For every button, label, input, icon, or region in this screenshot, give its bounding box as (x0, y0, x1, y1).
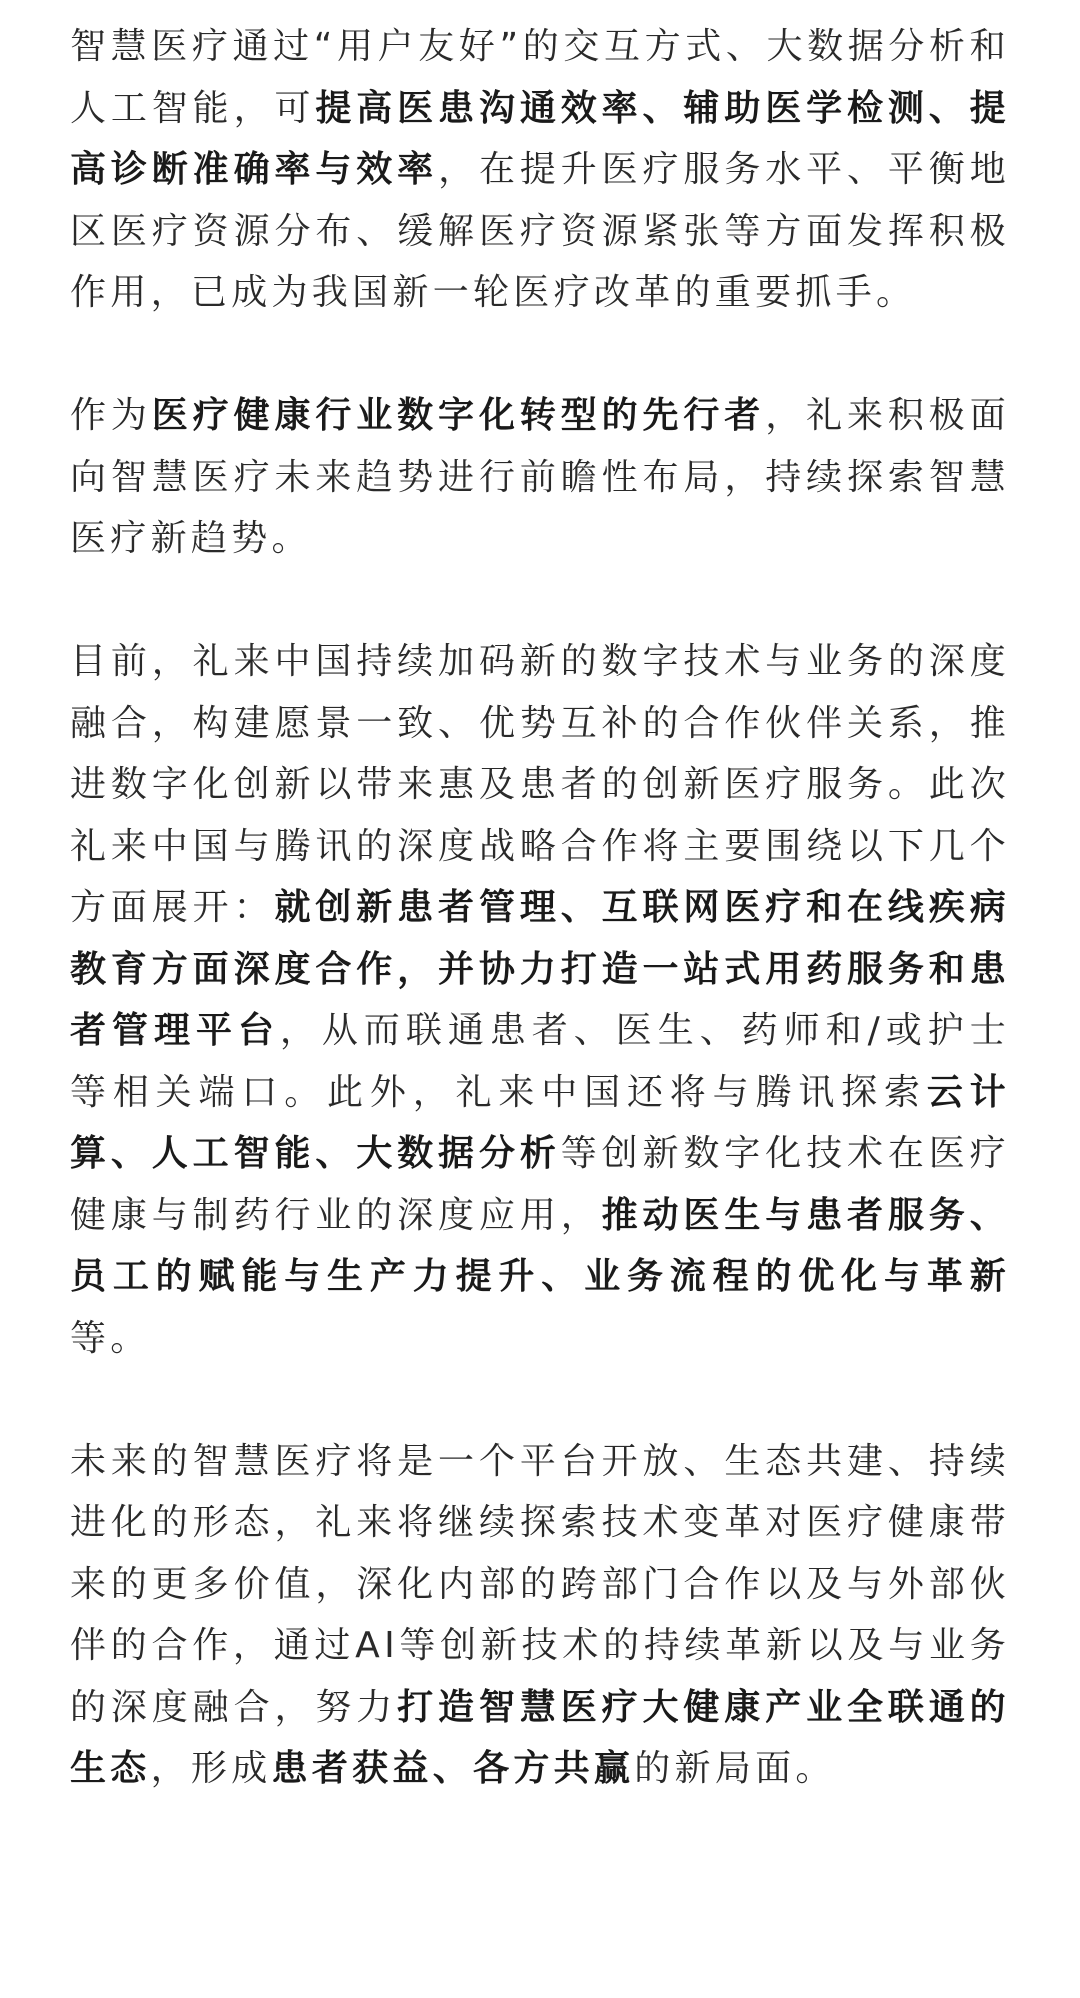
bold-text-run: 提高医患沟通效率、辅助医学检测、提高诊断准确率与效率 (70, 87, 1010, 190)
text-run: 等。 (70, 1317, 151, 1359)
text-run: 作为 (70, 395, 152, 436)
paragraph-intro (70, 16, 1010, 324)
text-run: 未来的智慧医疗将是一个平台开放、生态共建、持续进化的形态，礼来将继续探索技术变革对医疗健康带来的更多价值，深化内部的跨部门合作以及与外部伙伴的合作，通过AI等创新技术的持续革新以及与业务的深度融合，努力 (70, 1440, 1010, 1728)
text-run: 等创新数字化技术在医疗健康与制药行业的深度应用， (70, 1133, 1010, 1236)
bold-text-run: 医疗健康行业数字化转型的先行者 (151, 395, 766, 436)
text-run: 目前，礼来中国持续加码新的数字技术与业务的深度融合，构建愿景一致、优势互补的合作伙伴关系，推进数字化创新以带来惠及患者的创新医疗服务。此次礼来中国与腾讯的深度战略合作将主要围绕以下几个方面展开： (70, 641, 1010, 928)
text-run: 智慧医疗通过“用户友好”的交互方式、大数据分析和人工智能，可 (70, 26, 1010, 129)
paragraph-pioneer (70, 385, 1010, 570)
bold-text-run: 云计算、人工智能、大数据分析 (70, 1071, 1010, 1174)
article-body (70, 16, 1010, 1800)
text-run: ，形成 (150, 1748, 272, 1789)
text-run: ，礼来积极面向智慧医疗未来趋势进行前瞻性布局，持续探索智慧医疗新趋势。 (70, 395, 1010, 559)
paragraph-future (70, 1431, 1010, 1800)
bold-text-run: 打造智慧医疗大健康产业全联通的生态 (70, 1686, 1010, 1789)
text-run: 的新局面。 (634, 1748, 836, 1789)
bold-text-run: 就创新患者管理、互联网医疗和在线疾病教育方面深度合作，并协力打造一站式用药服务和患者管理平台 (70, 887, 1010, 1051)
text-run: ，从而联通患者、医生、药师和/或护士等相关端口。此外，礼来中国还将与腾讯探索 (70, 1010, 1010, 1113)
bold-text-run: 患者获益、各方共赢 (271, 1748, 635, 1789)
paragraph-cooperation (70, 631, 1010, 1369)
text-run: ，在提升医疗服务水平、平衡地区医疗资源分布、缓解医疗资源紧张等方面发挥积极作用，已成为我国新一轮医疗改革的重要抓手。 (70, 149, 1010, 313)
bold-text-run: 推动医生与患者服务、员工的赋能与生产力提升、业务流程的优化与革新 (70, 1194, 1010, 1297)
